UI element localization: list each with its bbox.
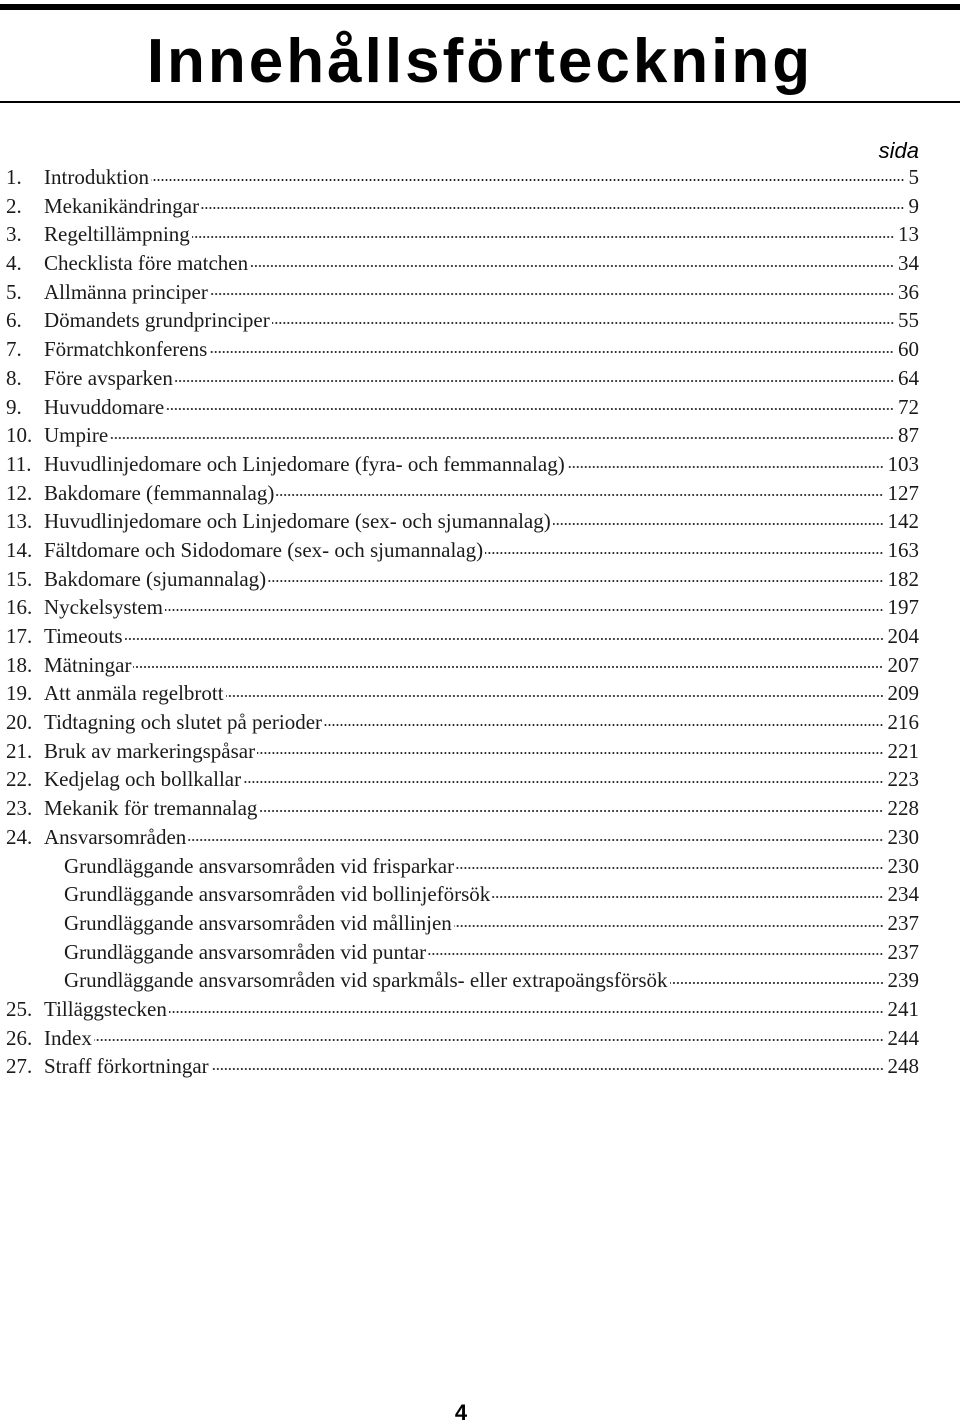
dot-leader xyxy=(209,351,894,353)
toc-entry-number: 26. xyxy=(6,1025,33,1050)
dot-leader xyxy=(454,925,884,927)
toc-entry-label: Grundläggande ansvarsområden vid puntar xyxy=(64,939,427,964)
toc-entry[interactable] xyxy=(6,536,919,565)
toc-entry[interactable] xyxy=(6,1052,919,1081)
toc-entry-page: 127 xyxy=(887,480,919,505)
dot-leader xyxy=(485,552,883,554)
toc-entry-page: 55 xyxy=(898,308,919,333)
toc-entry-page: 237 xyxy=(887,939,919,964)
toc-entry-number: 12. xyxy=(6,480,33,505)
toc-entry[interactable] xyxy=(6,163,919,192)
title-underline-rule xyxy=(0,101,960,103)
toc-entry-page: 204 xyxy=(887,624,919,648)
toc-entry[interactable] xyxy=(6,192,919,221)
toc-entry-page: 5 xyxy=(908,165,919,189)
toc-entry-number: 3. xyxy=(6,222,22,247)
toc-entry-label: Fältdomare och Sidodomare (sex- och sjumannalag) xyxy=(44,537,484,562)
dot-leader xyxy=(272,322,894,324)
toc-entry-number: 24. xyxy=(6,824,33,849)
toc-entry[interactable] xyxy=(6,249,919,278)
toc-entry-number: 27. xyxy=(6,1054,33,1079)
toc-subentry[interactable] xyxy=(6,938,919,967)
toc-entry-label: Introduktion xyxy=(44,165,149,189)
dot-leader xyxy=(567,466,884,468)
dot-leader xyxy=(226,695,884,697)
toc-entry[interactable] xyxy=(6,393,919,422)
dot-leader xyxy=(428,953,883,955)
toc-entry-page: 142 xyxy=(887,509,919,534)
toc-entry-page: 221 xyxy=(887,738,919,763)
toc-entry[interactable] xyxy=(6,220,919,249)
toc-entry-label: Bakdomare (sjumannalag) xyxy=(44,566,267,591)
toc-entry-label: Umpire xyxy=(44,423,109,448)
dot-leader xyxy=(110,437,894,439)
toc-entry-number: 15. xyxy=(6,566,33,591)
dot-leader xyxy=(553,523,884,525)
toc-entry[interactable] xyxy=(6,450,919,479)
toc-entry-label: Allmänna principer xyxy=(44,279,208,304)
toc-entry[interactable] xyxy=(6,565,919,594)
toc-entry-label: Regeltillämpning xyxy=(44,222,190,247)
toc-entry-page: 103 xyxy=(887,451,919,476)
toc-entry[interactable] xyxy=(6,995,919,1024)
toc-entry-number: 21. xyxy=(6,738,33,763)
toc-entry-label: Dömandets grundprinciper xyxy=(44,308,270,333)
toc-entry-label: Checklista före matchen xyxy=(44,251,249,276)
dot-leader xyxy=(165,609,884,611)
toc-entry-number: 9. xyxy=(6,394,22,419)
toc-entry[interactable] xyxy=(6,421,919,450)
toc-entry[interactable] xyxy=(6,479,919,508)
toc-entry-page: 241 xyxy=(887,996,919,1021)
toc-entry[interactable] xyxy=(6,737,919,766)
toc-entry[interactable] xyxy=(6,651,919,680)
toc-entry-label: Timeouts xyxy=(44,624,123,648)
toc-entry-number: 13. xyxy=(6,509,33,534)
toc-entry-label: Grundläggande ansvarsområden vid sparkmåls- eller extrapoängsförsök xyxy=(64,968,668,993)
toc-entry-label: Bakdomare (femmannalag) xyxy=(44,480,275,505)
dot-leader xyxy=(257,752,883,754)
toc-entry[interactable] xyxy=(6,1024,919,1053)
toc-entry-label: Tilläggstecken xyxy=(44,996,167,1021)
toc-entry-label: Mekanik för tremannalag xyxy=(44,796,258,821)
toc-entry[interactable] xyxy=(6,306,919,335)
toc-entry-number: 10. xyxy=(6,423,33,448)
dot-leader xyxy=(268,580,883,582)
page-column-header: sida xyxy=(878,138,919,163)
toc-subentry[interactable] xyxy=(6,909,919,938)
toc-entry[interactable] xyxy=(6,278,919,307)
dot-leader xyxy=(250,265,894,267)
toc-entry-number: 2. xyxy=(6,193,22,218)
toc-entry-page: 197 xyxy=(887,595,919,620)
toc-entry-label: Nyckelsystem xyxy=(44,595,163,620)
dot-leader xyxy=(211,1068,884,1070)
toc-entry-page: 248 xyxy=(887,1054,919,1079)
dot-leader xyxy=(492,896,883,898)
toc-entry-label: Mekanikändringar xyxy=(44,193,200,218)
toc-entry-label: Huvudlinjedomare och Linjedomare (fyra- och femmannalag) xyxy=(44,451,565,476)
toc-entry-label: Ansvarsområden xyxy=(44,824,187,849)
toc-entry-page: 228 xyxy=(887,796,919,821)
toc-entry-page: 13 xyxy=(898,222,919,247)
table-of-contents xyxy=(6,163,919,1081)
toc-entry-page: 244 xyxy=(887,1025,919,1050)
toc-entry-label: Index xyxy=(44,1025,92,1050)
toc-entry-number: 16. xyxy=(6,595,33,620)
toc-entry[interactable] xyxy=(6,335,919,364)
dot-leader xyxy=(188,839,883,841)
toc-entry-page: 207 xyxy=(887,652,919,677)
dot-leader xyxy=(670,982,884,984)
toc-entry-page: 216 xyxy=(887,710,919,735)
toc-entry[interactable] xyxy=(6,765,919,794)
toc-entry-page: 60 xyxy=(898,337,919,362)
toc-entry-number: 5. xyxy=(6,279,22,304)
toc-entry-page: 209 xyxy=(887,681,919,706)
dot-leader xyxy=(456,867,883,869)
toc-entry-label: Kedjelag och bollkallar xyxy=(44,767,242,792)
toc-entry-page: 182 xyxy=(887,566,919,591)
toc-entry[interactable] xyxy=(6,794,919,823)
toc-entry-page: 163 xyxy=(887,537,919,562)
toc-entry-label: Grundläggande ansvarsområden vid bollinjeförsök xyxy=(64,882,491,907)
dot-leader xyxy=(133,666,883,668)
toc-entry-number: 8. xyxy=(6,365,22,390)
toc-entry-number: 7. xyxy=(6,337,22,362)
page-title: Innehållsförteckning xyxy=(146,27,814,96)
toc-entry-page: 64 xyxy=(898,365,919,390)
toc-entry-label: Straff förkortningar xyxy=(44,1054,209,1079)
toc-entry[interactable] xyxy=(6,708,919,737)
dot-leader xyxy=(151,179,905,181)
toc-entry-page: 237 xyxy=(887,910,919,935)
toc-entry-page: 230 xyxy=(887,824,919,849)
toc-entry[interactable] xyxy=(6,823,919,852)
toc-entry-number: 4. xyxy=(6,251,22,276)
page-number: 4 xyxy=(454,1400,468,1425)
toc-entry-page: 223 xyxy=(887,767,919,792)
toc-entry-number: 23. xyxy=(6,796,33,821)
toc-entry-label: Bruk av markeringspåsar xyxy=(44,738,256,763)
toc-entry-label: Att anmäla regelbrott xyxy=(44,681,224,706)
dot-leader xyxy=(210,293,894,295)
toc-entry-page: 87 xyxy=(898,423,919,448)
toc-entry-label: Grundläggande ansvarsområden vid mållinjen xyxy=(64,910,452,935)
toc-entry-number: 25. xyxy=(6,996,33,1021)
toc-entry[interactable] xyxy=(6,593,919,622)
dot-leader xyxy=(259,810,883,812)
dot-leader xyxy=(276,494,883,496)
dot-leader xyxy=(243,781,883,783)
dot-leader xyxy=(125,638,884,640)
toc-entry-label: Grundläggande ansvarsområden vid frisparkar xyxy=(64,853,455,878)
toc-entry-number: 1. xyxy=(6,165,22,189)
dot-leader xyxy=(324,724,883,726)
toc-entry-label: Huvudlinjedomare och Linjedomare (sex- och sjumannalag) xyxy=(44,509,551,534)
toc-entry-label: Tidtagning och slutet på perioder xyxy=(44,710,323,735)
toc-entry-number: 22. xyxy=(6,767,33,792)
toc-subentry[interactable] xyxy=(6,852,919,881)
toc-entry[interactable] xyxy=(6,679,919,708)
toc-entry-page: 9 xyxy=(908,193,919,218)
toc-entry-page: 72 xyxy=(898,394,919,419)
toc-entry-label: Förmatchkonferens xyxy=(44,337,208,362)
dot-leader xyxy=(192,236,894,238)
toc-entry-page: 230 xyxy=(887,853,919,878)
toc-entry-number: 14. xyxy=(6,537,33,562)
toc-entry-number: 11. xyxy=(6,451,32,476)
toc-entry-page: 36 xyxy=(898,279,919,304)
toc-entry-number: 19. xyxy=(6,681,33,706)
top-rule xyxy=(0,4,960,10)
toc-entry-page: 34 xyxy=(898,251,919,276)
toc-entry-number: 20. xyxy=(6,710,33,735)
dot-leader xyxy=(169,1011,884,1013)
toc-entry-label: Mätningar xyxy=(44,652,132,677)
toc-entry[interactable] xyxy=(6,364,919,393)
toc-subentry[interactable] xyxy=(6,966,919,995)
toc-entry[interactable] xyxy=(6,507,919,536)
toc-entry-page: 234 xyxy=(887,882,919,907)
toc-entry-number: 18. xyxy=(6,652,33,677)
dot-leader xyxy=(201,207,904,209)
toc-entry-label: Huvuddomare xyxy=(44,394,165,419)
toc-entry-page: 239 xyxy=(887,968,919,993)
toc-entry-number: 17. xyxy=(6,624,33,648)
toc-entry-label: Före avsparken xyxy=(44,365,173,390)
toc-entry-number: 6. xyxy=(6,308,22,333)
dot-leader xyxy=(166,408,894,410)
toc-subentry[interactable] xyxy=(6,880,919,909)
dot-leader xyxy=(175,380,894,382)
dot-leader xyxy=(94,1039,884,1041)
toc-entry[interactable] xyxy=(6,622,919,651)
